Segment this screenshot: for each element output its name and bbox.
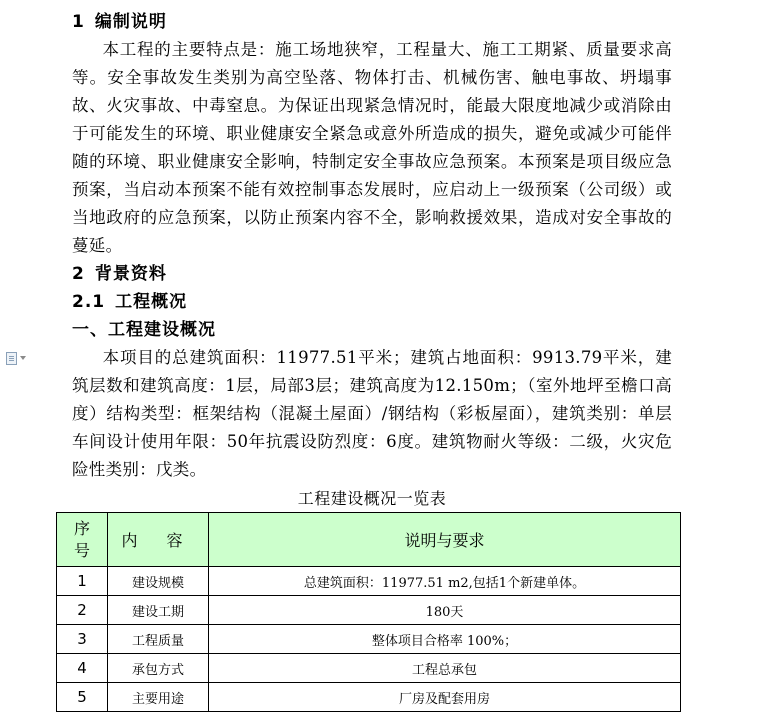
document-options-icon[interactable] [6, 351, 32, 365]
table-header-row [57, 513, 681, 567]
subsection-heading: 一、工程建设概况 [72, 320, 216, 340]
section-title: 编制说明 [94, 12, 167, 32]
row-number: 2 [57, 596, 108, 625]
section-heading-2-1 [72, 288, 672, 316]
header-seq-line1: 序 [73, 518, 90, 538]
table-row [57, 596, 681, 625]
row-item: 承包方式 [108, 654, 209, 683]
header-content [108, 513, 209, 567]
header-seq-line2: 号 [73, 540, 90, 560]
table-row [57, 654, 681, 683]
header-description: 说明与要求 [209, 513, 681, 567]
row-description: 整体项目合格率 100%； [209, 625, 681, 654]
row-number: 3 [57, 625, 108, 654]
overview-paragraph [72, 344, 672, 484]
row-description: 厂房及配套用房 [209, 683, 681, 712]
row-description: 工程总承包 [209, 654, 681, 683]
page-icon [6, 352, 17, 365]
table-caption: 工程建设概况一览表 [297, 489, 447, 508]
intro-paragraph [72, 36, 672, 260]
header-content-label: 内 容 [121, 531, 195, 550]
section-number: 2.1 [72, 292, 106, 312]
overview-table [56, 512, 681, 712]
intro-text: 本工程的主要特点是：施工场地狭窄，工程量大、施工工期紧、质量要求高等。安全事故发生类别为高空坠落、物体打击、机械伤害、触电事故、坍塌事故、火灾事故、中毒窒息。为保证出现紧急情况时，能最大限度地减少或消除由于可能发生的环境、职业健康安全紧急或意外所造成的损失，避免或减少可能伴随的环境、职业健康安全影响，特制定安全事故应急预案。本预案是项目级应急预案，当启动本预案不能有效控制事态发展时，应启动上一级预案（公司级）或当地政府的应急预案，以防止预案内容不全，影响救援效果，造成对安全事故的蔓延。 [72, 40, 672, 255]
overview-text: 本项目的总建筑面积：11977.51平米；建筑占地面积：9913.79平米，建筑层数和建筑高度：1层，局部3层；建筑高度为12.150m；（室外地坪至檐口高度）结构类型：框架结构（混凝土屋面）/钢结构（彩板屋面），建筑类别：单层车间设计使用年限：50年抗震设防烈度：6度。建筑物耐火等级：二级，火灾危险性类别：戊类。 [72, 348, 672, 479]
table-row [57, 683, 681, 712]
section-number: 2 [72, 264, 85, 284]
row-item: 建设规模 [108, 567, 209, 596]
section-heading-2 [72, 260, 672, 288]
section-number: 1 [72, 12, 85, 32]
row-item: 建设工期 [108, 596, 209, 625]
row-description: 总建筑面积：11977.51 m2,包括1个新建单体。 [209, 567, 681, 596]
chevron-down-icon [20, 356, 26, 360]
table-row [57, 625, 681, 654]
document-body [72, 8, 672, 512]
section-title: 背景资料 [94, 264, 167, 284]
header-seq [57, 513, 108, 567]
table-row [57, 567, 681, 596]
row-item: 主要用途 [108, 683, 209, 712]
section-heading-1 [72, 8, 672, 36]
row-item: 工程质量 [108, 625, 209, 654]
row-number: 4 [57, 654, 108, 683]
row-number: 1 [57, 567, 108, 596]
row-description: 180天 [209, 596, 681, 625]
section-title: 工程概况 [115, 292, 188, 312]
row-number: 5 [57, 683, 108, 712]
